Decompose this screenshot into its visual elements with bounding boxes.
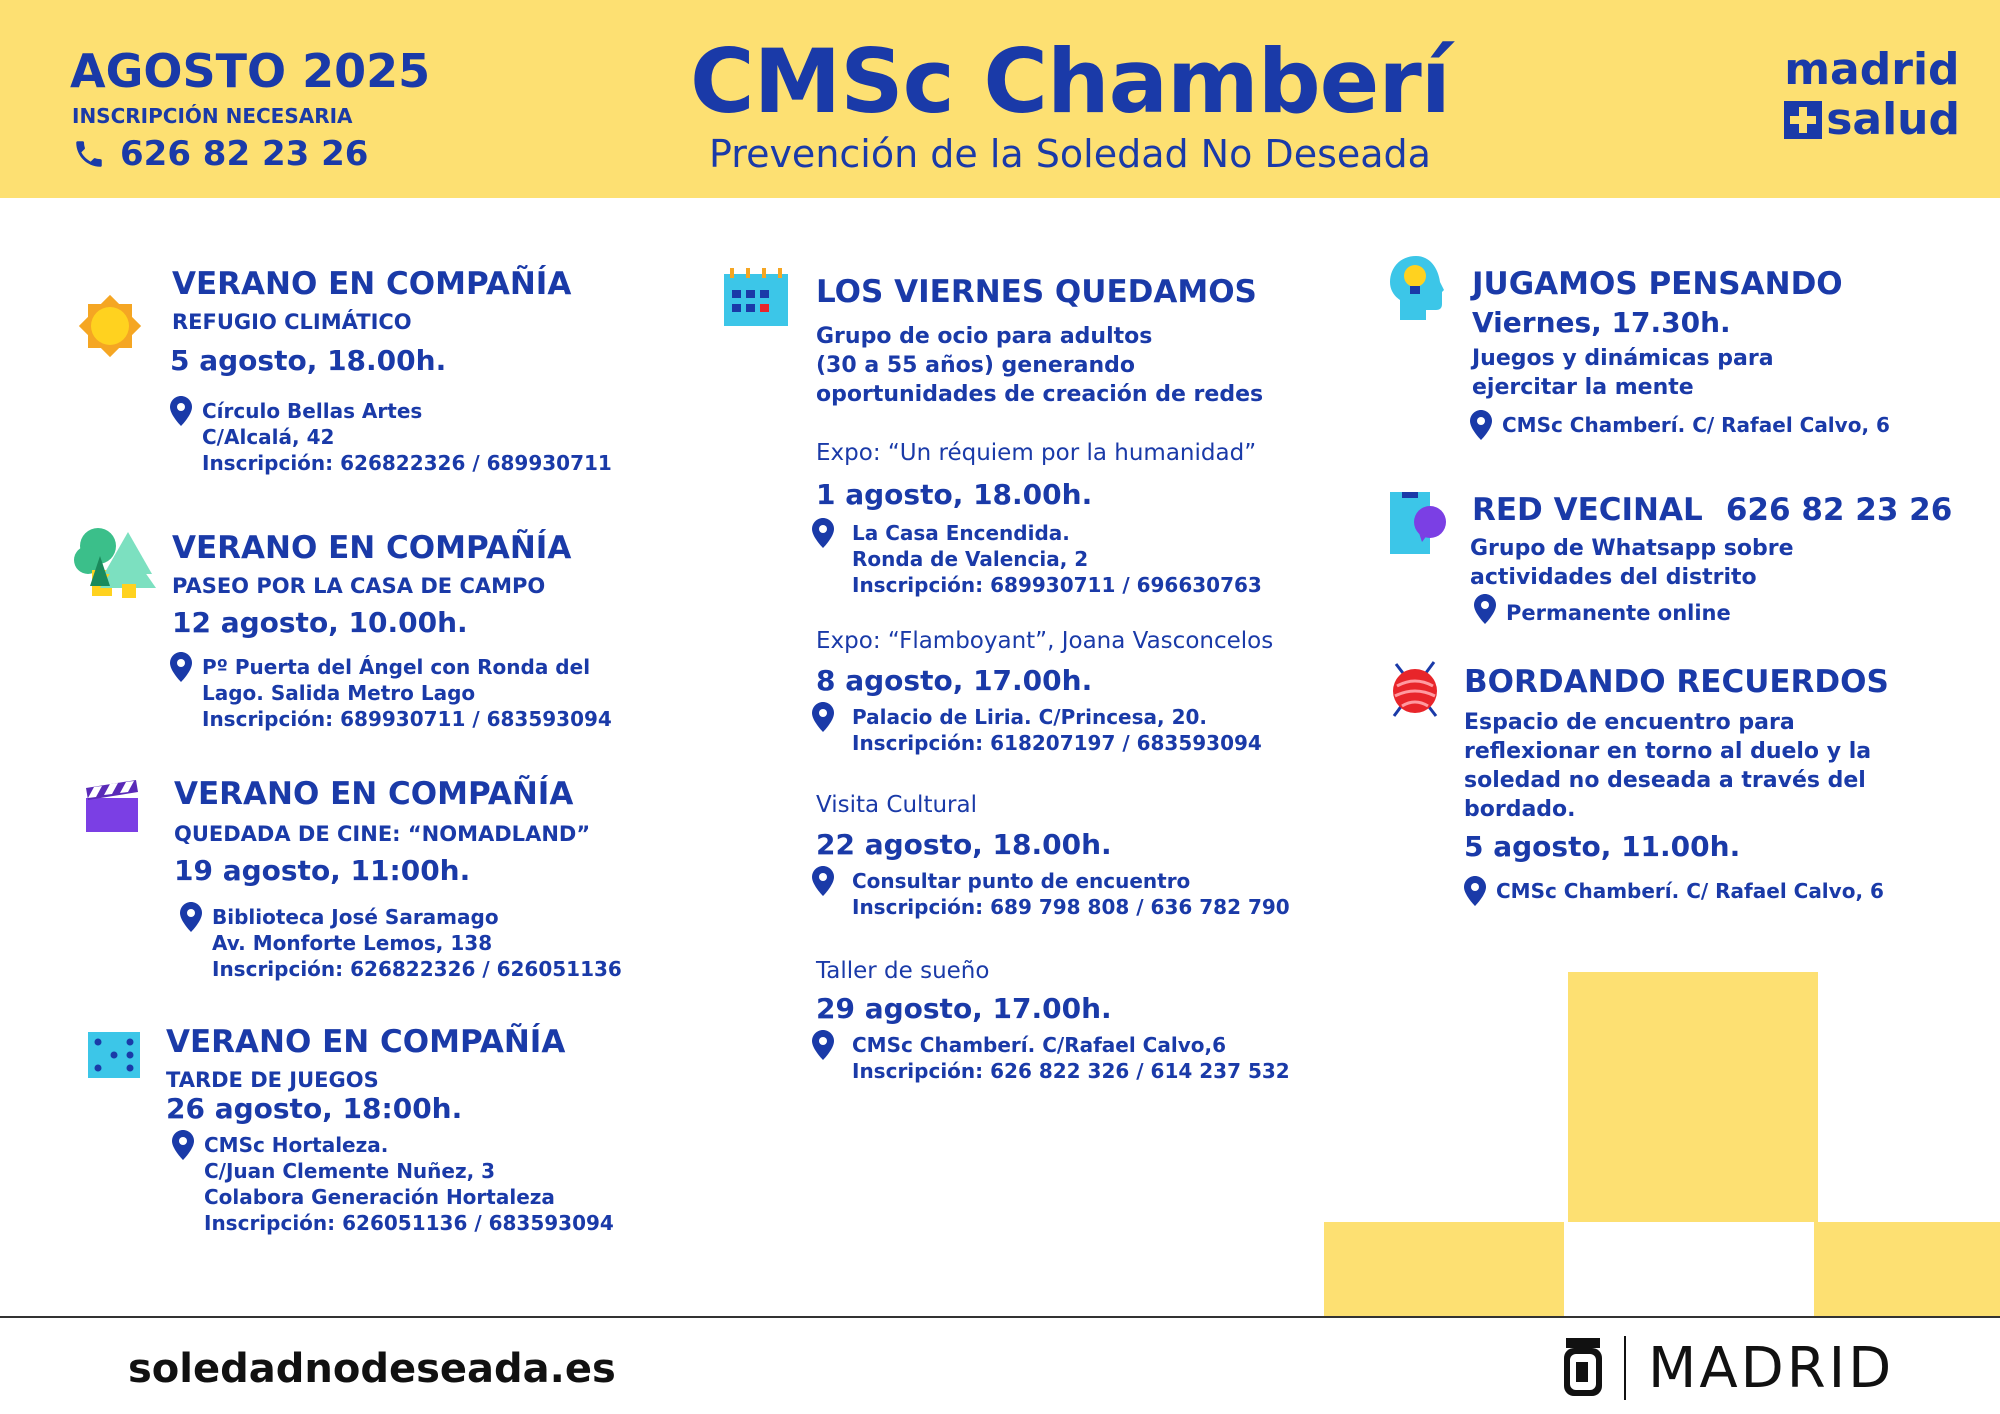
trees-icon (72, 526, 156, 598)
location-line: Palacio de Liria. C/Princesa, 20. (852, 705, 1208, 729)
section-heading-jugamos: JUGAMOS PENSANDO (1472, 266, 1843, 302)
location-line: Ronda de Valencia, 2 (852, 547, 1089, 571)
madrid-salud-logo (1784, 46, 1960, 146)
section-description: ejercitar la mente (1472, 375, 1694, 400)
location-line: C/Alcalá, 42 (202, 425, 335, 449)
page-subtitle: Prevención de la Soledad No Deseada (709, 132, 1431, 176)
section-description: soledad no deseada a través del (1464, 768, 1866, 793)
madrid-logo-text: MADRID (1648, 1336, 1895, 1401)
location-line: La Casa Encendida. (852, 521, 1070, 545)
location-pin-icon (1470, 410, 1492, 440)
section-description: bordado. (1464, 797, 1576, 822)
location-line: Inscripción: 626822326 / 689930711 (202, 451, 612, 475)
event-title: Expo: “Flamboyant”, Joana Vasconcelos (816, 628, 1274, 654)
location-pin-icon (812, 518, 834, 548)
section-description: actividades del distrito (1470, 565, 1757, 590)
event-location (1474, 596, 1731, 626)
event-subtitle: REFUGIO CLIMÁTICO (172, 310, 412, 334)
event-date: 22 agosto, 18.00h. (816, 828, 1112, 861)
event-location (812, 520, 1262, 598)
location-line: Colabora Generación Hortaleza (204, 1185, 555, 1209)
decorative-block (1814, 1222, 2000, 1316)
event-date: Viernes, 17.30h. (1472, 306, 1731, 339)
yarn-ball-icon (1384, 658, 1446, 720)
location-line: CMSc Chamberí. C/ Rafael Calvo, 6 (1496, 879, 1884, 903)
decorative-block (1568, 972, 1818, 1222)
website-link[interactable]: soledadnodeseada.es (128, 1346, 616, 1392)
event-refugio (172, 266, 571, 302)
section-heading-viernes: LOS VIERNES QUEDAMOS (816, 274, 1257, 310)
event-subtitle: QUEDADA DE CINE: “NOMADLAND” (174, 822, 591, 846)
event-date: 1 agosto, 18.00h. (816, 478, 1093, 511)
event-date: 8 agosto, 17.00h. (816, 664, 1093, 697)
event-location (1470, 412, 1890, 440)
event-date: 12 agosto, 10.00h. (172, 606, 468, 639)
calendar-icon (724, 268, 788, 326)
page-title: CMSc Chamberí (690, 30, 1450, 133)
footer-divider (0, 1316, 2000, 1318)
location-line: CMSc Hortaleza. (204, 1133, 389, 1157)
network-phone[interactable]: 626 82 23 26 (1725, 492, 1953, 528)
location-line: Inscripción: 689 798 808 / 636 782 790 (852, 895, 1290, 919)
location-pin-icon (1474, 594, 1496, 624)
event-date: 19 agosto, 11:00h. (174, 854, 471, 887)
event-date: 26 agosto, 18:00h. (166, 1092, 463, 1125)
location-pin-icon (812, 702, 834, 732)
location-line: Biblioteca José Saramago (212, 905, 499, 929)
location-pin-icon (172, 1130, 194, 1160)
phone-number: 626 82 23 26 (120, 134, 369, 174)
location-line: CMSc Chamberí. C/Rafael Calvo,6 (852, 1033, 1226, 1057)
sun-icon (74, 290, 146, 362)
location-pin-icon (170, 396, 192, 426)
registration-note: INSCRIPCIÓN NECESARIA (72, 104, 353, 128)
event-heading: VERANO EN COMPAÑÍA (166, 1024, 566, 1060)
section-description: Espacio de encuentro para (1464, 710, 1795, 735)
event-date: 5 agosto, 18.00h. (170, 344, 447, 377)
event-location (170, 398, 612, 476)
section-description: reflexionar en torno al duelo y la (1464, 739, 1872, 764)
event-title: Taller de sueño (816, 958, 990, 984)
location-line: Inscripción: 626051136 / 683593094 (204, 1211, 614, 1235)
event-title: Visita Cultural (816, 792, 977, 818)
location-line: Inscripción: 689930711 / 683593094 (202, 707, 612, 731)
section-description: Grupo de Whatsapp sobre (1470, 536, 1794, 561)
location-line: C/Juan Clemente Nuñez, 3 (204, 1159, 496, 1183)
event-location (812, 1032, 1290, 1084)
location-line: CMSc Chamberí. C/ Rafael Calvo, 6 (1502, 413, 1890, 437)
section-description: Grupo de ocio para adultos (816, 324, 1153, 349)
logo-text-salud: salud (1826, 94, 1960, 145)
footer-separator (1624, 1336, 1626, 1400)
event-heading: VERANO EN COMPAÑÍA (174, 776, 574, 812)
location-line: Av. Monforte Lemos, 138 (212, 931, 493, 955)
location-line: Lago. Salida Metro Lago (202, 681, 476, 705)
location-line: Inscripción: 626 822 326 / 614 237 532 (852, 1059, 1290, 1083)
event-location (172, 1132, 614, 1236)
location-line: Pº Puerta del Ángel con Ronda del (202, 655, 591, 679)
event-heading: VERANO EN COMPAÑÍA (172, 266, 572, 302)
event-date: 29 agosto, 17.00h. (816, 992, 1112, 1025)
event-location (180, 904, 622, 982)
section-heading-bordando: BORDANDO RECUERDOS (1464, 664, 1889, 700)
location-line: Círculo Bellas Artes (202, 399, 423, 423)
chat-icon (1388, 490, 1448, 556)
event-location (170, 654, 612, 732)
madrid-crest-icon (1562, 1334, 1604, 1400)
location-pin-icon (180, 902, 202, 932)
event-location (1464, 878, 1884, 906)
section-description: (30 a 55 años) generando (816, 353, 1136, 378)
logo-text-madrid: madrid (1784, 44, 1960, 95)
location-pin-icon (812, 1030, 834, 1060)
location-line: Inscripción: 618207197 / 683593094 (852, 731, 1262, 755)
plus-icon (1784, 101, 1822, 139)
dice-icon (88, 1032, 140, 1078)
event-subtitle: PASEO POR LA CASA DE CAMPO (172, 574, 546, 598)
location-pin-icon (812, 866, 834, 896)
event-title: Expo: “Un réquiem por la humanidad” (816, 440, 1257, 466)
clapperboard-icon (86, 780, 142, 834)
location-line: Consultar punto de encuentro (852, 869, 1191, 893)
event-subtitle: TARDE DE JUEGOS (166, 1068, 379, 1092)
location-line: Permanente online (1506, 601, 1731, 625)
section-description: oportunidades de creación de redes (816, 382, 1264, 407)
section-heading-red-vecinal: RED VECINAL (1472, 492, 1703, 528)
location-pin-icon (170, 652, 192, 682)
location-line: Inscripción: 626822326 / 626051136 (212, 957, 622, 981)
event-date: 5 agosto, 11.00h. (1464, 830, 1741, 863)
location-pin-icon (1464, 876, 1486, 906)
event-location (812, 704, 1262, 756)
event-location (812, 868, 1290, 920)
decorative-block (1324, 1222, 1564, 1316)
event-heading: VERANO EN COMPAÑÍA (172, 530, 572, 566)
month-label: AGOSTO 2025 (70, 44, 431, 98)
head-lightbulb-icon (1388, 256, 1444, 320)
section-description: Juegos y dinámicas para (1472, 346, 1774, 371)
location-line: Inscripción: 689930711 / 696630763 (852, 573, 1262, 597)
